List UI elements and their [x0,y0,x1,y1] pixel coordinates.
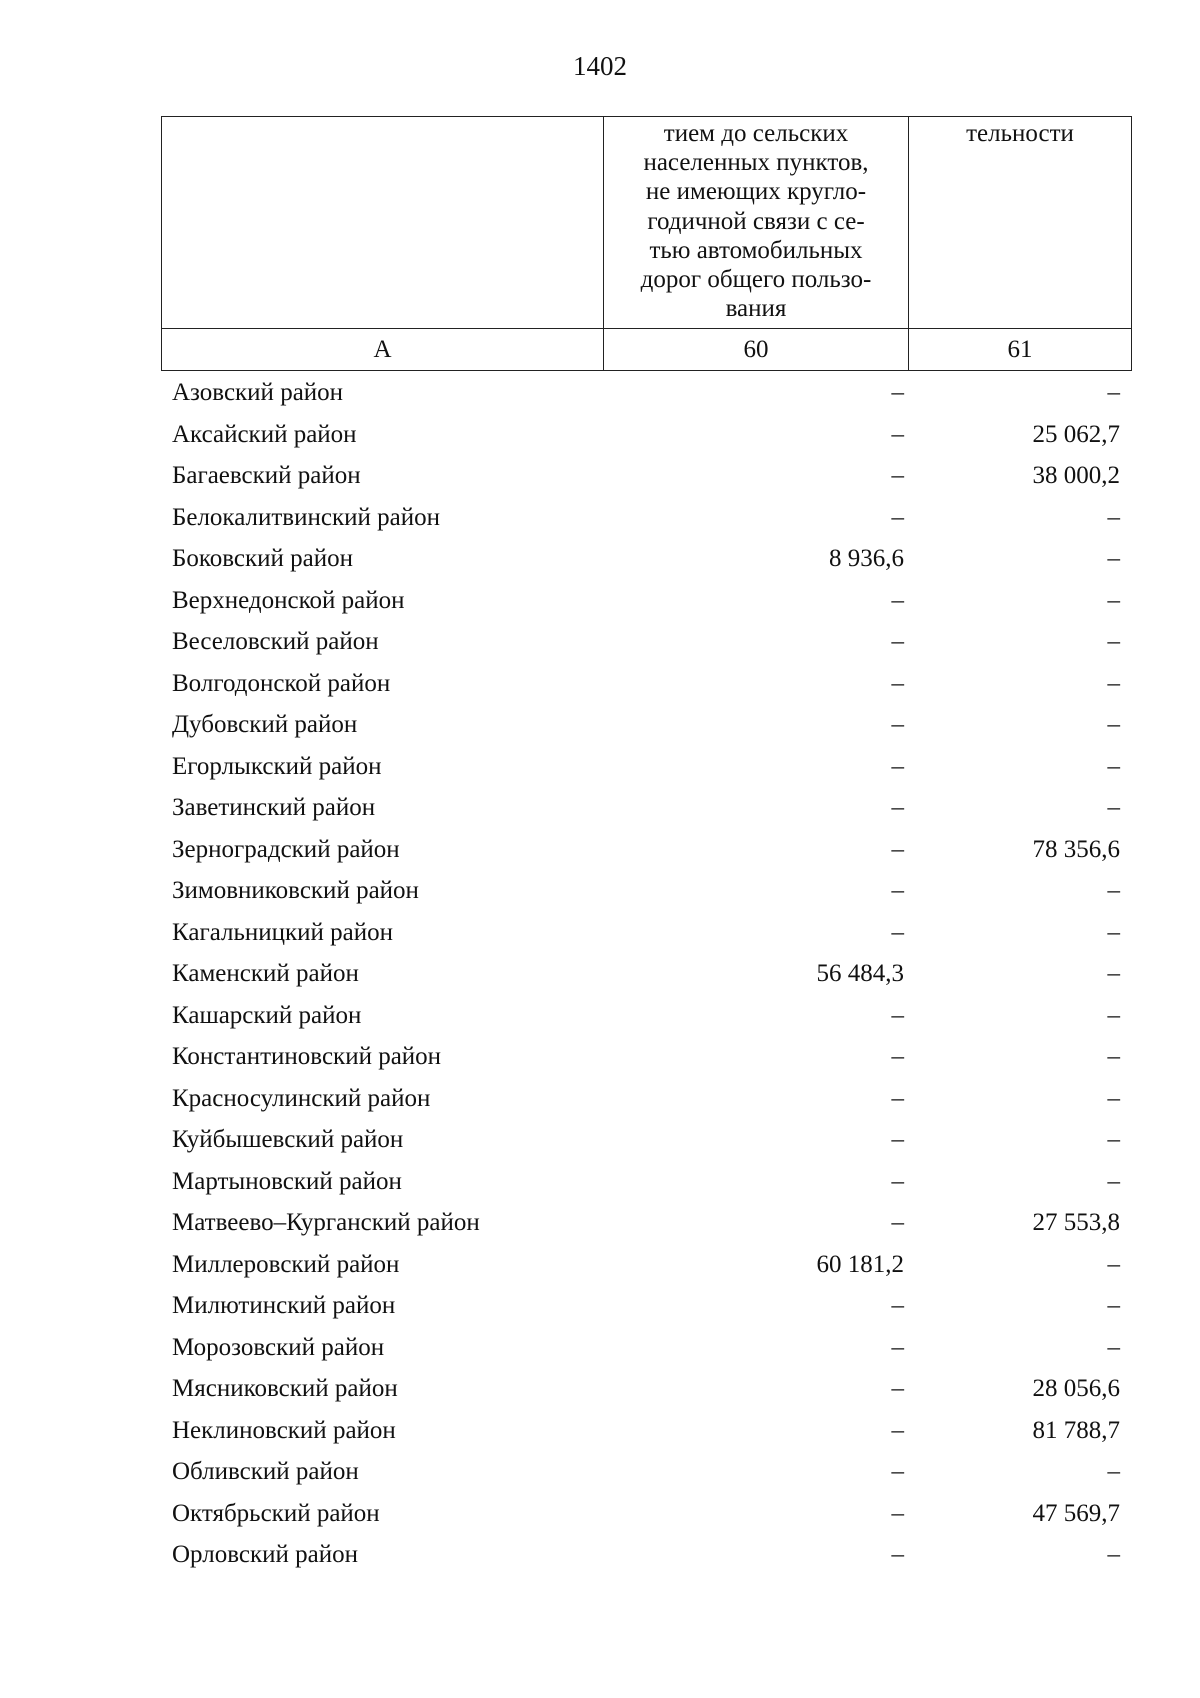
table-row [161,621,1131,663]
row-label: Зерноградский район [172,835,400,863]
header-col-60-text [604,117,908,323]
row-label: Орловский район [172,1541,358,1568]
header-col-60-line: населенных пунктов, [643,149,869,177]
row-value-60: – [891,1416,904,1444]
row-value-61: – [1107,1541,1120,1568]
row-value-61: – [1107,711,1120,738]
row-value-61: – [1107,1167,1120,1195]
row-value-60: – [891,1209,904,1236]
row-value-60: – [891,628,904,655]
row-value-61: – [1107,1292,1120,1319]
table-row [161,1327,1131,1369]
row-value-61: – [1107,503,1120,531]
row-value-60: – [891,1292,904,1319]
table-row [161,538,1131,580]
row-value-60: – [891,1001,904,1029]
row-label: Волгодонской район [172,669,391,697]
row-label: Обливский район [172,1458,359,1485]
row-value-60: – [891,1499,904,1527]
column-number-row [162,329,1132,371]
row-value-60: – [891,918,904,946]
row-label: Верхнедонской район [172,586,405,614]
page-number: 1402 [573,51,627,81]
row-value-61: – [1107,545,1120,572]
row-value-60: – [891,1333,904,1361]
row-label: Дубовский район [172,711,358,738]
table-row [161,663,1131,705]
row-value-60: – [891,1126,904,1153]
header-col-61 [909,117,1132,329]
row-label: Мартыновский район [172,1167,402,1195]
row-value-61: – [1107,752,1120,780]
row-value-61: – [1107,379,1120,406]
row-label: Матвеево–Курганский район [172,1209,480,1236]
row-label: Мясниковский район [172,1375,398,1402]
table-row [161,829,1131,871]
row-label: Неклиновский район [172,1416,396,1444]
row-value-61: – [1107,586,1120,614]
row-value-61: – [1107,628,1120,655]
table-row [161,1493,1131,1535]
header-col-60-line: не имеющих кругло- [645,178,867,206]
row-value-60: – [891,1458,904,1485]
row-value-61: 47 569,7 [1032,1499,1120,1527]
table-row [161,1036,1131,1078]
row-value-61: 28 056,6 [1032,1375,1120,1402]
row-value-60: – [891,711,904,738]
row-value-60: – [891,1375,904,1402]
row-label: Константиновский район [172,1043,442,1070]
table-row [161,1202,1131,1244]
row-label: Милютинский район [172,1292,396,1319]
row-label: Каменский район [172,960,359,987]
row-label: Егорлыкский район [172,752,382,780]
row-value-60: 56 484,3 [816,960,904,987]
table-row [161,1410,1131,1452]
row-label: Кагальницкий район [172,918,394,946]
table-header [161,116,1132,371]
table-row [161,497,1131,539]
row-value-61: – [1107,1250,1120,1278]
row-value-61: – [1107,1458,1120,1485]
table-row [161,953,1131,995]
row-value-60: – [891,586,904,614]
table-row [161,1451,1131,1493]
table-row [161,414,1131,456]
row-label: Белокалитвинский район [172,503,440,531]
row-value-60: – [891,1167,904,1195]
row-value-61: 27 553,8 [1032,1209,1120,1236]
table-row [161,455,1131,497]
row-label: Октябрьский район [172,1499,380,1527]
row-value-61: 38 000,2 [1032,462,1120,489]
row-label: Багаевский район [172,462,361,489]
row-label: Куйбышевский район [172,1126,404,1153]
row-value-60: – [891,835,904,863]
row-value-61: – [1107,960,1120,987]
column-number-60: 60 [604,329,909,371]
row-value-61: – [1107,1043,1120,1070]
header-col-a [162,117,604,329]
header-col-60-line: дорог общего пользо- [640,266,872,294]
row-value-61: – [1107,1084,1120,1112]
header-col-61-line: тельности [966,120,1074,147]
table-row [161,746,1131,788]
table-row [161,704,1131,746]
header-col-60-line: тием до сельских [663,120,849,147]
row-value-61: – [1107,669,1120,697]
row-value-60: – [891,462,904,489]
table-row [161,1534,1131,1576]
table-row [161,1078,1131,1120]
table-row [161,1161,1131,1203]
column-number-61: 61 [909,329,1132,371]
row-label: Боковский район [172,545,353,572]
row-value-61: – [1107,1001,1120,1029]
table-row [161,912,1131,954]
row-value-61: 78 356,6 [1032,835,1120,863]
table-row [161,1285,1131,1327]
row-value-60: 8 936,6 [829,545,904,572]
row-value-61: 25 062,7 [1032,420,1120,448]
row-value-60: – [891,1084,904,1112]
row-value-61: – [1107,918,1120,946]
row-value-61: – [1107,877,1120,904]
row-value-60: – [891,669,904,697]
row-label: Зимовниковский район [172,877,419,904]
row-label: Аксайский район [172,420,357,448]
row-label: Азовский район [172,379,344,406]
row-label: Кашарский район [172,1001,362,1029]
table-row [161,787,1131,829]
table-row [161,1119,1131,1161]
table-row [161,372,1131,414]
row-value-61: – [1107,794,1120,821]
row-value-60: – [891,752,904,780]
table-body [161,372,1131,1576]
table-row [161,995,1131,1037]
row-value-60: – [891,420,904,448]
row-value-60: – [891,1043,904,1070]
table-row [161,870,1131,912]
column-number-a: А [162,329,604,371]
header-col-60-line: годичной связи с се- [647,207,865,235]
row-label: Миллеровский район [172,1250,400,1278]
header-col-60 [604,117,909,329]
header-col-60-line: вания [725,295,787,323]
header-col-60-line: тью автомобильных [649,236,863,264]
row-value-61: 81 788,7 [1032,1416,1120,1444]
header-col-61-text [909,117,1131,148]
row-value-60: – [891,379,904,406]
row-value-61: – [1107,1333,1120,1361]
row-value-60: – [891,877,904,904]
table-row [161,1244,1131,1286]
table-row [161,1368,1131,1410]
row-value-60: – [891,1541,904,1568]
table-row [161,580,1131,622]
row-label: Веселовский район [172,628,379,655]
row-value-61: – [1107,1126,1120,1153]
row-label: Заветинский район [172,794,376,821]
row-label: Красносулинский район [172,1084,431,1112]
row-value-60: – [891,794,904,821]
row-value-60: – [891,503,904,531]
row-label: Морозовский район [172,1333,385,1361]
row-value-60: 60 181,2 [816,1250,904,1278]
